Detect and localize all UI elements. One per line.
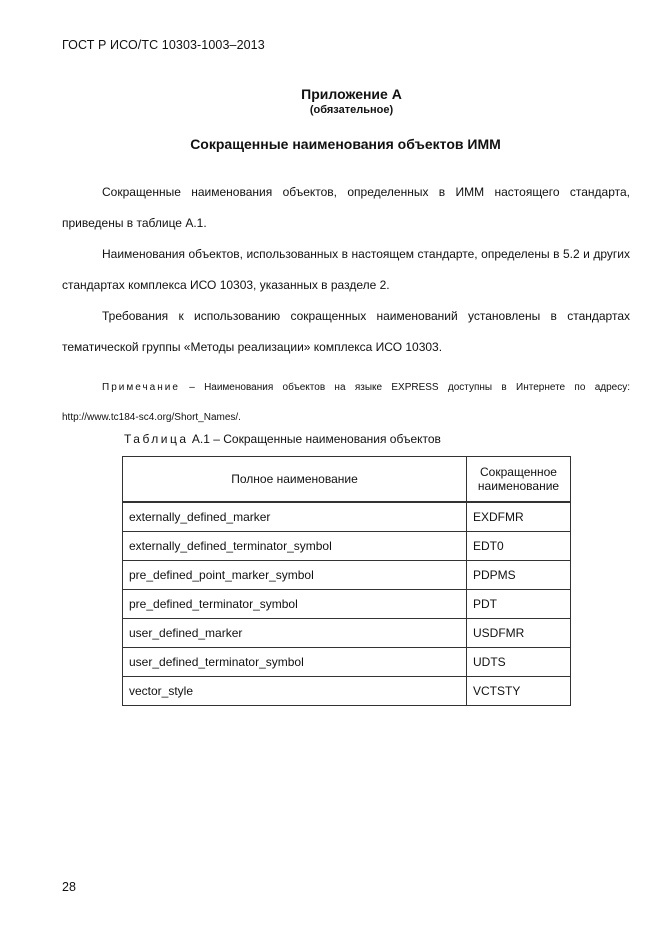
appendix-title: Приложение А: [301, 86, 402, 102]
short-name-cell: UDTS: [467, 648, 571, 677]
short-name-cell: EDT0: [467, 532, 571, 561]
note-dash: –: [179, 382, 205, 393]
note-text: Наименования объектов на языке EXPRESS доступны в Интернете по адресу: http://www.tc184-sc4.org/Short_Names/.: [62, 382, 630, 423]
table-header-row: [123, 457, 571, 503]
full-name-cell: vector_style: [123, 677, 467, 706]
appendix-status: (обязательное): [309, 104, 394, 116]
table-row: [123, 648, 571, 677]
table-row: [123, 590, 571, 619]
header-full-name: Полное наименование: [123, 457, 467, 503]
short-name-cell: PDPMS: [467, 561, 571, 590]
table-row: [123, 677, 571, 706]
paragraph-3: Требования к использованию сокращенных наименований установлены в стандартах тематической группы «Методы реализации» комплекса ИСО 10303.: [62, 309, 630, 354]
header-short-name: Сокращенное наименование: [467, 457, 571, 503]
table-caption-text: А.1 – Сокращенные наименования объектов: [188, 432, 441, 446]
full-name-cell: externally_defined_terminator_symbol: [123, 532, 467, 561]
table-row: [123, 532, 571, 561]
short-name-cell: PDT: [467, 590, 571, 619]
full-name-cell: pre_defined_terminator_symbol: [123, 590, 467, 619]
abbreviations-table: [122, 456, 571, 706]
table-row: [123, 619, 571, 648]
paragraph-1: Сокращенные наименования объектов, определенных в ИММ настоящего стандарта, приведены в таблице А.1.: [62, 185, 630, 230]
paragraph-2: Наименования объектов, использованных в настоящем стандарте, определены в 5.2 и других стандартах комплекса ИСО 10303, указанных в разделе 2.: [62, 247, 630, 292]
short-name-cell: EXDFMR: [467, 502, 571, 532]
table-caption: [124, 432, 441, 446]
short-name-cell: USDFMR: [467, 619, 571, 648]
section-title: Сокращенные наименования объектов ИММ: [190, 136, 501, 152]
table-caption-label: Таблица: [124, 432, 189, 446]
full-name-cell: user_defined_marker: [123, 619, 467, 648]
full-name-cell: user_defined_terminator_symbol: [123, 648, 467, 677]
full-name-cell: pre_defined_point_marker_symbol: [123, 561, 467, 590]
note-label: Примечание: [102, 382, 180, 393]
table-row: [123, 561, 571, 590]
note: [62, 373, 630, 433]
table-row: [123, 502, 571, 532]
page-number: 28: [62, 880, 76, 894]
short-name-cell: VCTSTY: [467, 677, 571, 706]
full-name-cell: externally_defined_marker: [123, 502, 467, 532]
document-code-header: ГОСТ Р ИСО/ТС 10303-1003–2013: [62, 38, 265, 52]
